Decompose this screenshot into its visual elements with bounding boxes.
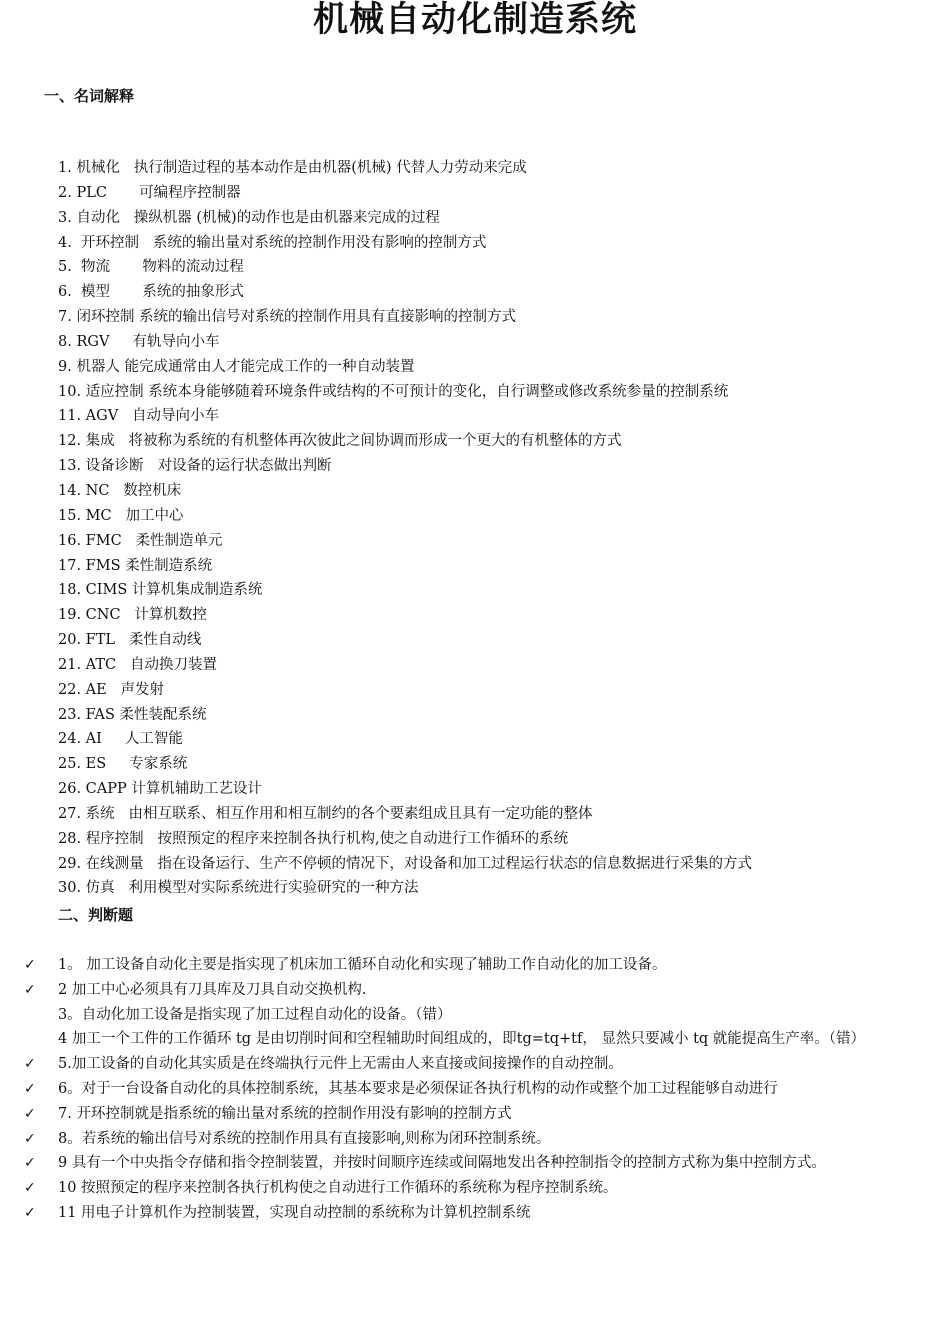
judgement-text: 5.加工设备的自动化其实质是在终端执行元件上无需由人来直接或间接操作的自动控制。: [58, 1056, 623, 1073]
term-item: 5. 物流 物料的流动过程: [58, 259, 244, 276]
term-item: 12. 集成 将被称为系统的有机整体再次彼此之间协调而形成一个更大的有机整体的方式: [58, 433, 622, 450]
term-item: 28. 程序控制 按照预定的程序来控制各执行机构,使之自动进行工作循环的系统: [58, 830, 569, 847]
check-icon: ✓: [24, 1056, 36, 1073]
judgement-item: [24, 1102, 914, 1127]
judgement-text: 7. 开环控制就是指系统的输出量对系统的控制作用没有影响的控制方式: [58, 1105, 512, 1122]
check-icon: ✓: [24, 981, 36, 998]
check-icon: ✓: [24, 1080, 36, 1097]
term-item: 26. CAPP 计算机辅助工艺设计: [58, 781, 262, 798]
term-item: 17. FMS 柔性制造系统: [58, 557, 213, 574]
term-item: 2. PLC 可编程序控制器: [58, 184, 241, 201]
judgement-item: [24, 1052, 914, 1077]
judgement-text: 8。若系统的输出信号对系统的控制作用具有直接影响,则称为闭环控制系统。: [58, 1130, 551, 1147]
term-item: 30. 仿真 利用模型对实际系统进行实验研究的一种方法: [58, 880, 419, 897]
term-item: 10. 适应控制 系统本身能够随着环境条件或结构的不可预计的变化，自行调整或修改系统参量的控制系统: [58, 383, 729, 400]
document-title: 机械自动化制造系统: [312, 0, 637, 40]
term-item: 23. FAS 柔性装配系统: [58, 706, 207, 723]
term-item: 16. FMC 柔性制造单元: [58, 532, 223, 549]
term-item: 29. 在线测量 指在设备运行、生产不停顿的情况下，对设备和加工过程运行状态的信息数据进行采集的方式: [58, 855, 752, 872]
judgement-text: 6。对于一台设备自动化的具体控制系统，其基本要求是必须保证各执行机构的动作或整个加工过程能够自动进行: [58, 1080, 778, 1097]
term-item: 24. AI 人工智能: [58, 731, 183, 748]
judgement-item: [24, 953, 914, 978]
terms-list: [58, 156, 928, 901]
term-item: 21. ATC 自动换刀装置: [58, 656, 217, 673]
term-item: 7. 闭环控制 系统的输出信号对系统的控制作用具有直接影响的控制方式: [58, 309, 517, 326]
term-item: 20. FTL 柔性自动线: [58, 632, 202, 649]
term-item: 8. RGV 有轨导向小车: [58, 333, 220, 350]
check-icon: ✓: [24, 1180, 36, 1197]
term-item: 4. 开环控制 系统的输出量对系统的控制作用没有影响的控制方式: [58, 234, 487, 251]
term-item: 14. NC 数控机床: [58, 482, 182, 499]
check-icon: ✓: [24, 1204, 36, 1221]
section-heading-judgements: 二、判断题: [58, 906, 134, 924]
judgement-text: 1。 加工设备自动化主要是指实现了机床加工循环自动化和实现了辅助工作自动化的加工设备。: [58, 957, 667, 973]
term-item: 22. AE 声发射: [58, 681, 165, 698]
term-item: 18. CIMS 计算机集成制造系统: [58, 582, 263, 599]
judgement-item: [24, 1027, 914, 1052]
term-item: 27. 系统 由相互联系、相互作用和相互制约的各个要素组成且具有一定功能的整体: [58, 805, 593, 822]
term-item: 9. 机器人 能完成通常由人才能完成工作的一种自动装置: [58, 358, 415, 375]
term-item: 11. AGV 自动导向小车: [58, 408, 220, 425]
judgement-text: 10 按照预定的程序来控制各执行机构使之自动进行工作循环的系统称为程序控制系统。: [58, 1180, 618, 1197]
check-icon: ✓: [24, 957, 36, 973]
term-item: 1. 机械化 执行制造过程的基本动作是由机器(机械) 代替人力劳动来完成: [58, 160, 527, 176]
judgement-item: [24, 1176, 914, 1201]
judgement-item: [24, 1077, 914, 1102]
judgement-list: [24, 953, 914, 1226]
judgement-text: 2 加工中心必须具有刀具库及刀具自动交换机构.: [58, 981, 367, 998]
judgement-text: 3。自动化加工设备是指实现了加工过程自动化的设备。（错）: [58, 1006, 452, 1023]
judgement-item: [24, 1201, 914, 1226]
section-heading-definitions: 一、名词解释: [44, 87, 135, 105]
judgement-item: [24, 1003, 914, 1028]
term-item: 19. CNC 计算机数控: [58, 607, 207, 624]
check-icon: ✓: [24, 1105, 36, 1122]
check-icon: ✓: [24, 1130, 36, 1147]
term-item: 13. 设备诊断 对设备的运行状态做出判断: [58, 458, 332, 475]
term-item: 25. ES 专家系统: [58, 756, 188, 773]
judgement-item: [24, 1127, 914, 1152]
judgement-item: [24, 978, 914, 1003]
judgement-text: 11 用电子计算机作为控制装置，实现自动控制的系统称为计算机控制系统: [58, 1204, 531, 1221]
judgement-text: 4 加工一个工件的工作循环 tg 是由切削时间和空程辅助时间组成的，即tg=tq+tf， 显然只要减小 tq 就能提高生产率。（错）: [58, 1031, 866, 1048]
term-item: 6. 模型 系统的抽象形式: [58, 284, 244, 301]
term-item: 15. MC 加工中心: [58, 507, 184, 524]
judgement-item: [24, 1151, 914, 1176]
check-icon: ✓: [24, 1155, 36, 1172]
term-item: 3. 自动化 操纵机器 (机械)的动作也是由机器来完成的过程: [58, 209, 440, 226]
judgement-text: 9 具有一个中央指令存储和指令控制装置，并按时间顺序连续或间隔地发出各种控制指令的控制方式称为集中控制方式。: [58, 1155, 826, 1172]
